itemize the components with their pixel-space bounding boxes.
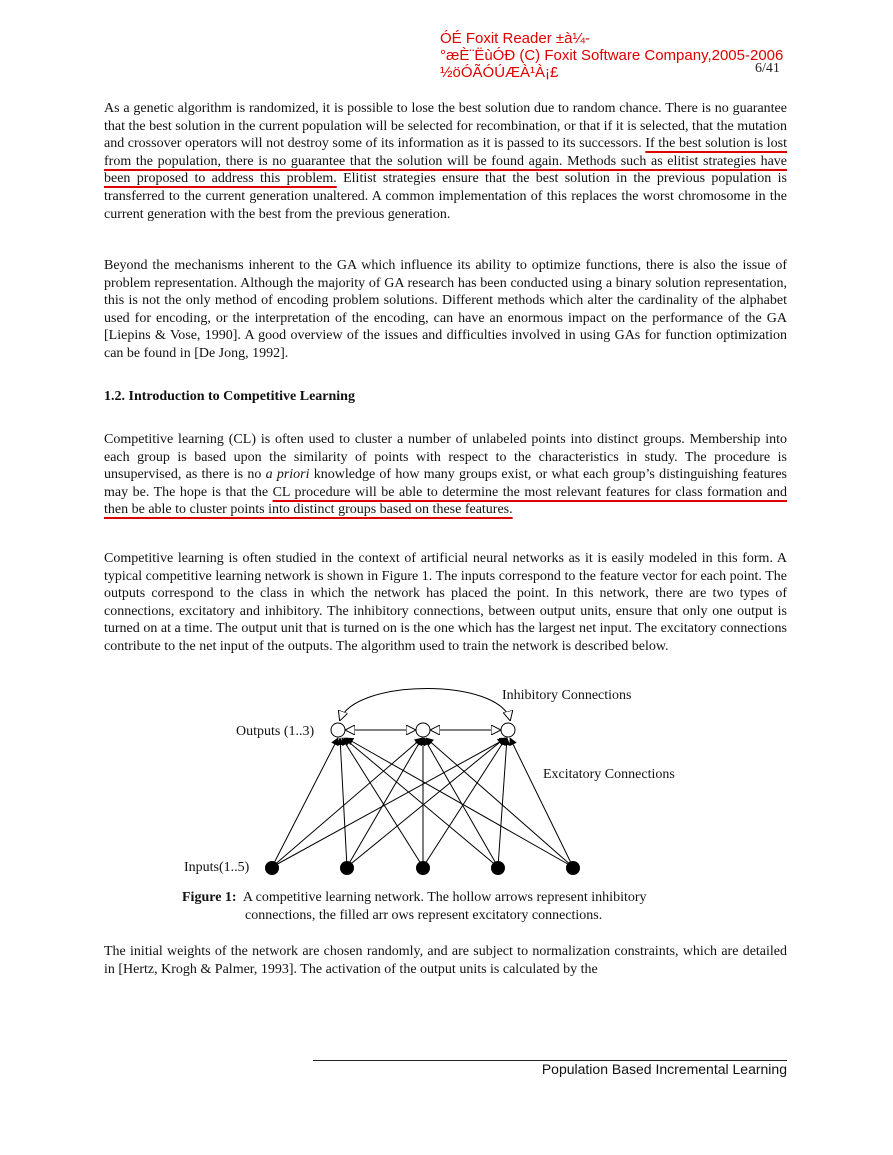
watermark-line-1: ÓÉ Foxit Reader ±à¼- xyxy=(440,30,590,47)
highlighted-text-cl: CL procedure will be able to determine the most relevant features for class formation and then be able to cluster points into distinct groups based on these features. xyxy=(104,484,787,518)
highlighted-text-elitism: If the best solution is lost from the population, there is no guarantee that the solution will be found again. Methods such as elitist strategies have been proposed to address this problem. xyxy=(104,136,787,187)
page-number: 6/41 xyxy=(755,61,780,76)
label-inputs: Inputs(1..5) xyxy=(184,860,250,875)
foxit-watermark xyxy=(440,30,880,81)
network-diagram xyxy=(180,680,740,880)
paragraph-elitism-part-a: As a genetic algorithm is randomized, it is possible to lose the best solution due to random chance. There is no guarantee that the best solution in the current population will be selected for recombination, or that if it is selected, that the mutation and crossover operators will not destroy some of its information as it is passed to its successors. xyxy=(104,101,787,152)
figure-1 xyxy=(180,680,740,880)
output-unit-3 xyxy=(501,723,515,737)
label-inhibitory-connections: Inhibitory Connections xyxy=(502,688,632,703)
input-units xyxy=(265,861,580,875)
watermark-line-3: ½öÓÃÓÚÆÀ¹À¡£ xyxy=(440,64,559,81)
paragraph-representation: Beyond the mechanisms inherent to the GA which influence its ability to optimize functions, there is also the issue of problem representation. Although the majority of GA research has been conducted using a binary solution representation, this is not the only method of encoding problem solutions. Different methods which alter the cardinality of the alphabet used for encoding, or the interpretation of the encoding, can have an enormous impact on the performance of the GA [Liepins & Vose, 1990]. A good overview of the issues and difficulties involved in using GAs for function optimization can be found in [De Jong, 1992]. xyxy=(104,258,787,361)
running-footer: Population Based Incremental Learning xyxy=(541,1061,787,1077)
label-outputs: Outputs (1..3) xyxy=(236,724,315,739)
paragraph-competitive-learning xyxy=(104,431,787,519)
figure-caption xyxy=(182,889,742,924)
input-unit-1 xyxy=(265,861,279,875)
watermark-line-2: °æÈ¨ËùÓÐ (C) Foxit Software Company,2005-2006 xyxy=(440,47,784,64)
input-unit-3 xyxy=(416,861,430,875)
output-unit-2 xyxy=(416,723,430,737)
caption-line-2: connections, the filled arr ows represent excitatory connections. xyxy=(245,907,603,923)
paragraph-elitism xyxy=(104,100,787,223)
emphasis-a-priori: a priori xyxy=(265,467,310,483)
label-excitatory-connections: Excitatory Connections xyxy=(543,767,675,782)
paragraph-network-description: Competitive learning is often studied in the context of artificial neural networks as it is easily modeled in this form. A typical competitive learning network is shown in Figure 1. The inputs correspond to the feature vector for each point. The outputs correspond to the class in which the network has placed the point. In this network, there are two types of connections, excitatory and inhibitory. The inhibitory connections, between output units, ensure that only one output is turned on at a time. The output unit that is turned on is the one which has the largest net input. The excitatory connections contribute to the net input of the outputs. The algorithm used to train the network is described below. xyxy=(104,551,787,654)
input-unit-5 xyxy=(566,861,580,875)
paragraph-cl-part-b: knowledge of how many groups exist, or what each group’s distinguishing features may be. The hope is that the xyxy=(104,467,787,500)
caption-label: Figure 1: xyxy=(182,890,237,905)
input-unit-4 xyxy=(491,861,505,875)
excitatory-connections xyxy=(272,738,573,867)
paragraph-initial-weights: The initial weights of the network are chosen randomly, and are subject to normalization constraints, which are detailed in [Hertz, Krogh & Palmer, 1993]. The activation of the output units is calculated by the xyxy=(104,944,787,977)
input-unit-2 xyxy=(340,861,354,875)
section-heading: 1.2. Introduction to Competitive Learning xyxy=(104,389,355,404)
output-unit-1 xyxy=(331,723,345,737)
paragraph-elitism-part-b: Elitist strategies ensure that the best solution in the previous population is transferred to the current generation unaltered. A common implementation of this replaces the worst chromosome in the current generation with the best from the previous generation. xyxy=(104,171,787,222)
paragraph-cl-part-a: Competitive learning (CL) is often used to cluster a number of unlabeled points into distinct groups. Membership into each group is based upon the similarity of points with respect to the characteristics in study. The procedure is unsupervised, as there is no xyxy=(104,432,787,483)
caption-line-1: A competitive learning network. The hollow arrows represent inhibitory xyxy=(242,890,647,905)
